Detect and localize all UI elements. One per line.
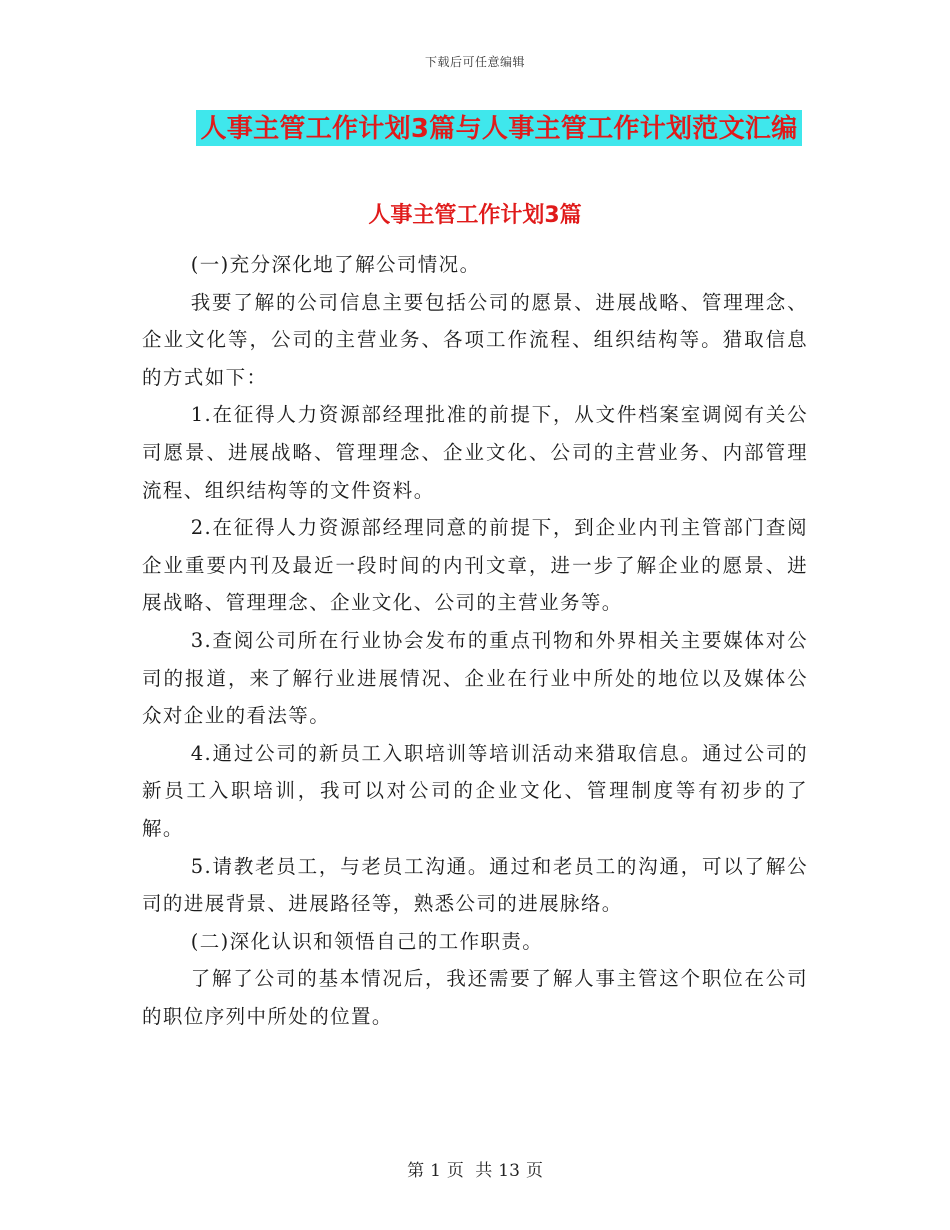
paragraph: (二)深化认识和领悟自己的工作职责。 <box>190 929 544 953</box>
header-note: 下载后可任意编辑 <box>424 55 525 69</box>
page-label-suffix: 页 <box>525 1161 543 1181</box>
page-footer <box>0 1156 950 1181</box>
page-label-mid: 页 共 <box>446 1161 493 1181</box>
document-body <box>142 246 808 1035</box>
section-title: 人事主管工作计划3篇 <box>368 203 582 228</box>
main-title: 人事主管工作计划3篇与人事主管工作计划范文汇编 <box>200 114 798 144</box>
paragraph: 5.请教老员工，与老员工沟通。通过和老员工的沟通，可以了解公司的进展背景、进展路径等，熟悉公司的进展脉络。 <box>142 854 808 916</box>
paragraph: 3.查阅公司所在行业协会发布的重点刊物和外界相关主要媒体对公司的报道，来了解行业进展情况、企业在行业中所处的地位以及媒体公众对企业的看法等。 <box>142 628 808 728</box>
paragraph: 1.在征得人力资源部经理批准的前提下，从文件档案室调阅有关公司愿景、进展战略、管理理念、企业文化、公司的主营业务、内部管理流程、组织结构等的文件资料。 <box>142 403 808 502</box>
paragraph: (一)充分深化地了解公司情况。 <box>190 253 481 276</box>
paragraph: 我要了解的公司信息主要包括公司的愿景、进展战略、管理理念、企业文化等，公司的主营业务、各项工作流程、组织结构等。猎取信息的方式如下： <box>142 290 808 389</box>
page-number: 1 <box>430 1161 441 1181</box>
paragraph: 4.通过公司的新员工入职培训等培训活动来猎取信息。通过公司的新员工入职培训，我可以对公司的企业文化、管理制度等有初步的了解。 <box>142 741 808 840</box>
page-label-prefix: 第 <box>407 1161 425 1181</box>
paragraph: 2.在征得人力资源部经理同意的前提下，到企业内刊主管部门查阅企业重要内刊及最近一段时间的内刊文章，进一步了解企业的愿景、进展战略、管理理念、企业文化、公司的主营业务等。 <box>142 516 808 615</box>
paragraph: 了解了公司的基本情况后，我还需要了解人事主管这个职位在公司的职位序列中所处的位置。 <box>142 967 808 1028</box>
page-total: 13 <box>498 1161 520 1181</box>
